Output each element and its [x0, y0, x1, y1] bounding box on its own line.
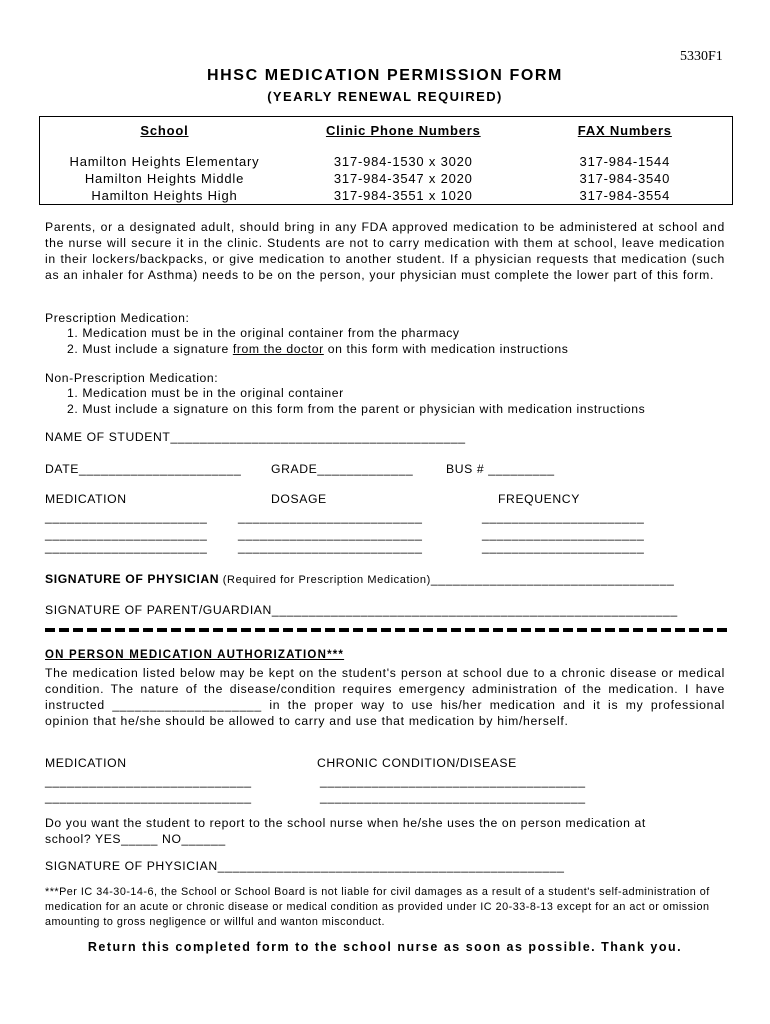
- fax-number: 317-984-3540: [579, 171, 671, 186]
- nonprescription-item-2: 2. Must include a signature on this form from the parent or physician with medication instructions: [67, 402, 646, 416]
- clinic-phone: 317-984-1530 x 3020: [333, 154, 473, 169]
- prescription-item-1: 1. Medication must be in the original container from the pharmacy: [67, 326, 460, 340]
- medication-field[interactable]: ______________________: [45, 510, 208, 524]
- auth-physician-signature-field[interactable]: SIGNATURE OF PHYSICIAN_______________________________________________: [45, 859, 565, 873]
- school-name: Hamilton Heights Elementary: [69, 154, 260, 169]
- physician-signature-line: _________________________________: [430, 572, 675, 586]
- from-the-doctor-text: from the doctor: [232, 342, 324, 356]
- report-yes-no-field[interactable]: school? YES_____ NO______: [45, 832, 226, 846]
- nonprescription-heading: Non-Prescription Medication:: [45, 371, 219, 385]
- prescription-item-2-rest: on this form with medication instructions: [323, 342, 569, 356]
- frequency-label: FREQUENCY: [498, 492, 580, 506]
- prescription-heading: Prescription Medication:: [45, 311, 190, 325]
- form-subtitle: (YEARLY RENEWAL REQUIRED): [267, 89, 503, 104]
- intro-paragraph: Parents, or a designated adult, should bring in any FDA approved medication to be administered at school and the nurse will secure it in the clinic. Students are not to carry medication with them at school, leave medication in their lockers/backpacks, or give medication to another student. If a physician requests that medication (such as an inhaler for Asthma) needs to be on the person, your physician must complete the lower part of this form.: [45, 220, 725, 282]
- school-name: Hamilton Heights Middle: [84, 171, 245, 186]
- frequency-field[interactable]: ______________________: [482, 527, 645, 541]
- grade-field[interactable]: GRADE_____________: [271, 462, 414, 476]
- medication-field[interactable]: ______________________: [45, 540, 208, 554]
- student-name-field[interactable]: NAME OF STUDENT________________________________________: [45, 430, 466, 444]
- chronic-condition-label: CHRONIC CONDITION/DISEASE: [317, 756, 517, 770]
- fax-number: 317-984-3554: [579, 188, 671, 203]
- prescription-item-2: [67, 342, 568, 356]
- chronic-condition-field[interactable]: ____________________________________: [320, 790, 586, 804]
- frequency-field[interactable]: ______________________: [482, 510, 645, 524]
- column-header-school: School: [140, 123, 189, 138]
- bus-field[interactable]: BUS # _________: [446, 462, 555, 476]
- medication-label: MEDICATION: [45, 492, 127, 506]
- cut-line-divider: [45, 628, 729, 632]
- auth-medication-label: MEDICATION: [45, 756, 127, 770]
- contact-table: [39, 116, 733, 205]
- medication-field[interactable]: ______________________: [45, 527, 208, 541]
- dosage-field[interactable]: _________________________: [238, 540, 423, 554]
- date-field[interactable]: DATE______________________: [45, 462, 242, 476]
- fax-number: 317-984-1544: [579, 154, 671, 169]
- table-row: [40, 187, 733, 205]
- clinic-phone: 317-984-3547 x 2020: [333, 171, 473, 186]
- dosage-field[interactable]: _________________________: [238, 510, 423, 524]
- chronic-condition-field[interactable]: ____________________________________: [320, 774, 586, 788]
- clinic-phone: 317-984-3551 x 1020: [333, 188, 473, 203]
- auth-medication-field[interactable]: ____________________________: [45, 790, 252, 804]
- liability-note: ***Per IC 34-30-14-6, the School or School Board is not liable for civil damages as a result of a student's self-administration of medication for an acute or chronic disease or medical condition as provided under IC 20-33-8-13 except for an act or omission amounting to gross negligence or willful and wanton misconduct.: [45, 886, 710, 928]
- prescription-item-2-text: 2. Must include a signature: [67, 342, 233, 356]
- physician-signature-note: (Required for Prescription Medication): [219, 574, 431, 586]
- return-instructions: Return this completed form to the school nurse as soon as possible. Thank you.: [87, 940, 683, 954]
- physician-signature-field[interactable]: [45, 572, 674, 586]
- parent-signature-field[interactable]: SIGNATURE OF PARENT/GUARDIAN_______________________________________________________: [45, 603, 678, 617]
- school-name: Hamilton Heights High: [91, 188, 238, 203]
- auth-medication-field[interactable]: ____________________________: [45, 774, 252, 788]
- authorization-heading: ON PERSON MEDICATION AUTHORIZATION***: [45, 649, 345, 661]
- report-question: Do you want the student to report to the school nurse when he/she uses the on person medication at: [45, 816, 646, 830]
- form-id: 5330F1: [680, 49, 723, 64]
- authorization-paragraph: The medication listed below may be kept on the student's person at school due to a chronic disease or medical condition. The nature of the disease/condition requires emergency administration of the medication. I have instructed ____________________ in the proper way to use his/her medication and it is my professional opinion that he/she should be allowed to carry and use that medication by him/herself.: [45, 666, 725, 728]
- column-header-clinic: Clinic Phone Numbers: [325, 123, 481, 138]
- nonprescription-item-1: 1. Medication must be in the original container: [67, 386, 344, 400]
- dosage-field[interactable]: _________________________: [238, 527, 423, 541]
- table-row: [40, 170, 733, 187]
- physician-signature-label: SIGNATURE OF PHYSICIAN: [45, 572, 220, 586]
- form-title: HHSC MEDICATION PERMISSION FORM: [207, 67, 563, 84]
- dosage-label: DOSAGE: [271, 492, 327, 506]
- frequency-field[interactable]: ______________________: [482, 540, 645, 554]
- table-header-row: [40, 117, 733, 154]
- column-header-fax: FAX Numbers: [577, 123, 672, 138]
- table-row: [40, 153, 733, 170]
